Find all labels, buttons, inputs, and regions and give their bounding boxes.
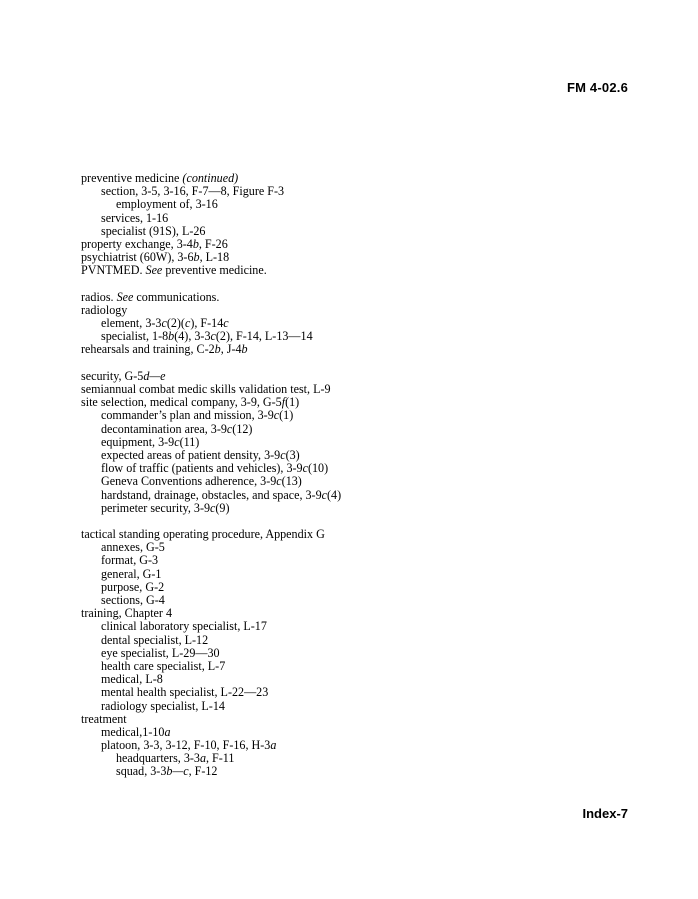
entry-text: a (270, 738, 277, 753)
entry-text: b (214, 342, 221, 357)
entry-text: (9) (215, 500, 230, 515)
entry-text: training, Chapter 4 (81, 606, 173, 621)
entry-text: b (193, 250, 200, 265)
entry-text: medical, L-8 (101, 672, 163, 687)
entry-text: c (302, 461, 308, 476)
entry-text: section, 3-5, 3-16, F-7—8, Figure F-3 (101, 184, 285, 199)
index-group (81, 370, 641, 515)
entry-text: c (174, 434, 180, 449)
entry-text: element, 3-3 (101, 316, 162, 331)
index-subentry (81, 700, 641, 713)
entry-text: (1) (279, 408, 294, 423)
entry-text: a (199, 751, 206, 766)
entry-text: general, G-1 (101, 566, 162, 581)
index-subentry (81, 568, 641, 581)
entry-text: format, G-3 (101, 553, 159, 568)
entry-text: (11) (179, 434, 200, 449)
entry-text: radiology (81, 302, 128, 317)
entry-text: services, 1-16 (101, 210, 169, 225)
entry-text: semiannual combat medic skills validation test, L-9 (81, 382, 331, 396)
entry-text: , F-26 (198, 236, 228, 251)
entry-text: annexes, G-5 (101, 540, 165, 555)
entry-text: property exchange, 3-4 (81, 236, 193, 251)
index-subentry (81, 502, 641, 515)
index-group (81, 528, 641, 779)
entry-text: c (276, 474, 282, 489)
entry-text: b (241, 342, 248, 357)
entry-text: expected areas of patient density, 3-9 (101, 447, 281, 462)
entry-text: rehearsals and training, C-2 (81, 342, 215, 357)
entry-text: perimeter security, 3-9 (101, 500, 211, 515)
entry-text: c (321, 487, 328, 502)
entry-text: (13) (281, 474, 302, 489)
entry-text: equipment, 3-9 (101, 434, 175, 449)
entry-text: b (168, 329, 175, 344)
entry-text: purpose, G-2 (101, 579, 165, 594)
entry-text: health care specialist, L-7 (101, 658, 226, 673)
entry-text: See (145, 263, 163, 278)
entry-text: flow of traffic (patients and vehicles), 3-9 (101, 461, 303, 476)
entry-text: (4), 3-3 (174, 329, 211, 344)
entry-text: psychiatrist (60W), 3-6 (81, 250, 194, 265)
entry-text: a (164, 724, 171, 739)
index-entry (81, 291, 641, 304)
entry-text: (3) (285, 447, 300, 462)
entry-text: specialist (91S), L-26 (101, 223, 206, 238)
entry-text: , F-12 (188, 764, 218, 779)
entry-text: employment of, 3-16 (116, 197, 218, 212)
entry-text: c (273, 408, 280, 423)
entry-text: hardstand, drainage, obstacles, and space, 3-9 (101, 487, 322, 502)
entry-text: medical,1-10 (101, 724, 165, 739)
entry-text: c (280, 447, 286, 462)
entry-text: treatment (81, 711, 127, 726)
entry-text: sections, G-4 (101, 593, 165, 607)
entry-text: (2)( (166, 316, 185, 331)
entry-text: specialist, 1-8 (101, 329, 169, 344)
entry-text: c (223, 316, 229, 331)
entry-text: (1) (285, 395, 300, 410)
entry-text: radiology specialist, L-14 (101, 698, 225, 713)
entry-text: squad, 3-3 (116, 764, 167, 779)
entry-text: security, G-5 (81, 368, 144, 383)
index-subentry (81, 765, 641, 778)
index-entries (81, 172, 641, 792)
entry-text: radios. (81, 289, 117, 304)
entry-text: c (226, 421, 233, 436)
index-subentry (81, 660, 641, 673)
entry-text: commander’s plan and mission, 3-9 (101, 408, 274, 423)
entry-text: tactical standing operating procedure, Appendix G (81, 527, 325, 542)
index-subentry (81, 541, 641, 554)
entry-text: headquarters, 3-3 (116, 751, 200, 766)
index-entry (81, 528, 641, 541)
entry-text: d—e (143, 368, 166, 383)
index-group (81, 291, 641, 357)
index-entry (81, 343, 641, 356)
entry-text: c (210, 500, 216, 515)
entry-text: preventive medicine. (162, 263, 267, 278)
entry-text: (continued) (182, 171, 239, 185)
entry-text: (4) (327, 487, 342, 502)
entry-text: , J-4 (220, 342, 242, 357)
entry-text: , F-11 (206, 751, 235, 766)
entry-text: , L-18 (199, 250, 230, 265)
entry-text: preventive medicine (81, 171, 183, 185)
entry-text: f (281, 395, 286, 410)
entry-text: eye specialist, L-29—30 (101, 645, 220, 660)
entry-text: clinical laboratory specialist, L-17 (101, 619, 267, 634)
entry-text: (12) (232, 421, 253, 436)
page-number-footer: Index-7 (582, 806, 628, 821)
entry-text: dental specialist, L-12 (101, 632, 209, 647)
entry-text: decontamination area, 3-9 (101, 421, 227, 436)
entry-text: Geneva Conventions adherence, 3-9 (101, 474, 277, 489)
entry-text: mental health specialist, L-22—23 (101, 685, 269, 700)
entry-text: PVNTMED. (81, 263, 146, 278)
entry-text: b (192, 236, 199, 251)
entry-text: site selection, medical company, 3-9, G-5 (81, 395, 282, 410)
entry-text: See (116, 289, 134, 304)
entry-text: (2), F-14, L-13—14 (215, 329, 313, 344)
entry-text: c (184, 316, 191, 331)
entry-text: b—c (166, 764, 189, 779)
entry-text: communications. (133, 289, 220, 304)
index-subentry (81, 581, 641, 594)
index-subentry (81, 554, 641, 567)
index-entry (81, 264, 641, 277)
index-group (81, 172, 641, 278)
entry-text: ), F-14 (190, 316, 224, 331)
entry-text: platoon, 3-3, 3-12, F-10, F-16, H-3 (101, 738, 271, 753)
entry-text: (10) (307, 461, 329, 476)
entry-text: c (161, 316, 167, 331)
document-number-header: FM 4-02.6 (566, 80, 628, 95)
entry-text: c (210, 329, 216, 344)
